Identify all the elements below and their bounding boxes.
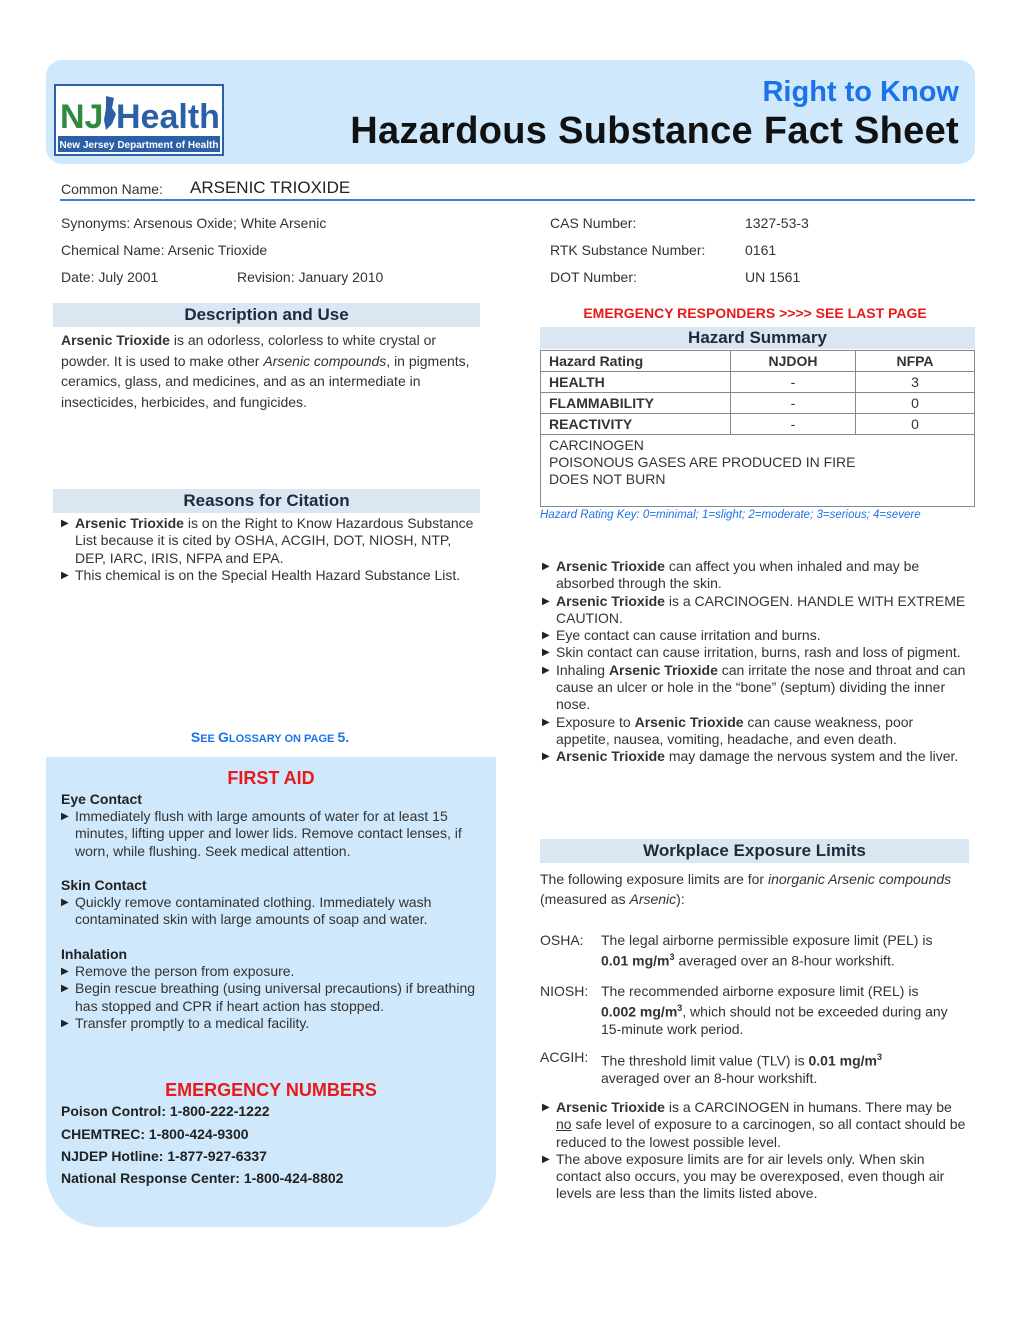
njdoh-value: - [731, 414, 856, 435]
hazard-text: Exposure to [556, 713, 635, 730]
first-aid-text: Transfer promptly to a medical facility. [75, 1014, 310, 1031]
glossary-part: 5. [337, 729, 350, 745]
list-item [61, 894, 481, 929]
chemical-name: Chemical Name: Arsenic Trioxide [61, 242, 268, 258]
superscript: 3 [669, 952, 675, 962]
national-response-center: National Response Center: 1-800-424-8802 [61, 1170, 344, 1186]
first-aid-text: Quickly remove contaminated clothing. Immediately wash contaminated skin with large amounts of soap and water. [75, 894, 432, 928]
limit-value: 0.01 mg/m [808, 1052, 877, 1069]
revision: Revision: January 2010 [237, 269, 384, 285]
hazard-name: FLAMMABILITY [541, 393, 731, 414]
substance-name: Arsenic Trioxide [556, 748, 665, 765]
exposure-text: The threshold limit value (TLV) is [601, 1052, 809, 1069]
substance-name: Arsenic Trioxide [556, 558, 665, 574]
substance-name: Arsenic Trioxide [608, 661, 718, 678]
hazard-text: can cause weakness, poor appetite, nausea, vomiting, headache, and even death. [556, 713, 914, 747]
first-aid-text: Remove the person from exposure. [75, 963, 295, 979]
page-title: Hazardous Substance Fact Sheet [350, 110, 959, 152]
dot-value: UN 1561 [745, 269, 801, 285]
table-row [541, 435, 975, 507]
right-to-know-label: Right to Know [762, 76, 959, 108]
poison-control: Poison Control: 1-800-222-1222 [61, 1103, 270, 1119]
common-name-value: ARSENIC TRIOXIDE [190, 178, 351, 197]
exposure-italic: Arsenic [629, 891, 677, 907]
nj-health-logo [54, 84, 224, 156]
common-name-label: Common Name: [61, 181, 163, 197]
njdep-hotline: NJDEP Hotline: 1-877-927-6337 [61, 1148, 267, 1164]
hazard-note: CARCINOGEN [549, 437, 644, 453]
exposure-text: , which should not be exceeded during any 15-minute work period. [601, 1003, 948, 1037]
exposure-text: The following exposure limits are for [540, 871, 768, 887]
eye-contact-list [61, 808, 481, 860]
nfpa-value: 0 [856, 393, 975, 414]
list-item [542, 558, 967, 593]
hazard-name: HEALTH [541, 372, 731, 393]
description-heading: Description and Use [53, 303, 480, 327]
col-header: NFPA [856, 351, 975, 372]
table-row [541, 393, 975, 414]
table-header-row [541, 351, 975, 372]
hazard-items-list [542, 558, 967, 766]
acgih-label: ACGIH: [540, 1049, 589, 1065]
substance-name: Arsenic Trioxide [75, 515, 184, 531]
logo-subtitle: New Jersey Department of Health [59, 140, 219, 151]
hazard-text: can irritate the nose and throat and can cause an ulcer or hole in the “bone” (septum) dividing the inner nose. [556, 661, 966, 713]
rtk-label: RTK Substance Number: [550, 242, 706, 258]
col-header: Hazard Rating [541, 351, 731, 372]
table-row [541, 372, 975, 393]
description-part: is an odorless, colorless to white crystal or powder. It is used to make other [61, 332, 437, 369]
list-item [542, 1151, 967, 1203]
table-row [541, 414, 975, 435]
list-item [542, 644, 967, 661]
hazard-text: Skin contact can cause irritation, burns, rash and loss of pigment. [556, 644, 961, 661]
exposure-heading: Workplace Exposure Limits [540, 839, 969, 863]
citation-heading: Reasons for Citation [53, 489, 480, 513]
substance-name: Arsenic Trioxide [556, 1099, 665, 1115]
skin-contact-heading: Skin Contact [61, 877, 147, 893]
glossary-part: LOSSARY ON PAGE [228, 733, 338, 745]
glossary-part: EE [200, 733, 218, 745]
list-item [542, 593, 967, 628]
emergency-responders-note[interactable]: EMERGENCY RESPONDERS >>>> SEE LAST PAGE [583, 305, 927, 321]
nfpa-value: 0 [856, 414, 975, 435]
exposure-underline: no [556, 1116, 572, 1133]
cas-value: 1327-53-3 [745, 215, 809, 231]
cas-label: CAS Number: [550, 215, 637, 231]
list-item [61, 567, 481, 584]
hazard-rating-table [540, 350, 975, 507]
exposure-text: The recommended airborne exposure limit (REL) is [601, 983, 919, 999]
hazard-rating-key: Hazard Rating Key: 0=minimal; 1=slight; 2=moderate; 3=serious; 4=severe [540, 509, 921, 521]
hazard-notes [541, 435, 975, 507]
glossary-link[interactable] [53, 729, 487, 745]
logo-nj: NJ [60, 98, 104, 136]
hazard-summary-heading: Hazard Summary [540, 327, 975, 349]
njdoh-value: - [731, 372, 856, 393]
hazard-text: Inhaling [556, 661, 609, 678]
date: Date: July 2001 [61, 269, 159, 285]
glossary-part: S [190, 729, 201, 745]
superscript: 3 [876, 1052, 882, 1062]
first-aid-heading: FIRST AID [227, 768, 315, 788]
list-item [542, 662, 967, 714]
exposure-text: (measured as [540, 891, 630, 907]
list-item [61, 980, 481, 1015]
inhalation-list [61, 963, 481, 1032]
niosh-label: NIOSH: [540, 983, 589, 999]
hazard-note: POISONOUS GASES ARE PRODUCED IN FIRE [549, 454, 856, 470]
osha-label: OSHA: [540, 932, 584, 948]
acgih-text [601, 1049, 971, 1087]
exposure-intro [540, 869, 960, 909]
exposure-text: averaged over an 8-hour workshift. [601, 1069, 818, 1086]
first-aid-text: Immediately flush with large amounts of water for at least 15 minutes, lifting upper and lower lids. Remove contact lenses, if worn, while flushing. Seek medical attention. [75, 808, 462, 859]
nfpa-value: 3 [856, 372, 975, 393]
col-header: NJDOH [731, 351, 856, 372]
exposure-text: The above exposure limits are for air levels only. When skin contact also occurs, you may be overexposed, even though air levels are less than the limits listed above. [556, 1150, 945, 1202]
chemtrec: CHEMTREC: 1-800-424-9300 [61, 1126, 249, 1142]
description-part: , in pigments, ceramics, glass, and medicines, and as an intermediate in insecticides, herbicides, and fungicides. [61, 352, 470, 410]
hazard-text: may damage the nervous system and the liver. [664, 748, 959, 765]
first-aid-text: Begin rescue breathing (using universal precautions) if breathing has stopped and CPR if heart action has stopped. [75, 980, 476, 1014]
dot-label: DOT Number: [550, 269, 637, 285]
limit-value: 0.01 mg/m [601, 952, 670, 969]
limit-value: 0.002 mg/m [601, 1003, 678, 1020]
rtk-value: 0161 [745, 242, 777, 258]
exposure-text: The legal airborne permissible exposure limit (PEL) is [601, 932, 933, 948]
description-italic: Arsenic compounds [263, 352, 387, 369]
hazard-text: is a CARCINOGEN. HANDLE WITH EXTREME CAUTION. [556, 592, 966, 626]
exposure-text: safe level of exposure to a carcinogen, so all contact should be reduced to the lowest possible level. [556, 1116, 966, 1150]
hazard-text: can affect you when inhaled and may be absorbed through the skin. [556, 558, 920, 592]
osha-text [601, 932, 971, 970]
citation-text: is on the Right to Know Hazardous Substance List because it is cited by OSHA, ACGIH, DOT, NIOSH, NTP, DEP, IARC, IRIS, NFPA and EPA. [75, 515, 474, 566]
glossary-part: G [217, 729, 229, 745]
hazard-name: REACTIVITY [541, 414, 731, 435]
superscript: 3 [677, 1003, 683, 1013]
exposure-text: ): [676, 891, 685, 907]
substance-name: Arsenic Trioxide [634, 713, 744, 730]
citation-text: This chemical is on the Special Health Hazard Substance List. [75, 566, 461, 583]
list-item [61, 515, 481, 567]
list-item [542, 714, 967, 749]
list-item [542, 627, 967, 644]
exposure-italic: inorganic Arsenic compounds [768, 871, 952, 887]
inhalation-heading: Inhalation [61, 946, 128, 962]
list-item [61, 963, 481, 980]
list-item [542, 748, 967, 765]
eye-contact-heading: Eye Contact [61, 791, 142, 807]
substance-name: Arsenic Trioxide [556, 592, 665, 609]
logo-graphic [54, 84, 224, 156]
exposure-text: averaged over an 8-hour workshift. [674, 952, 895, 969]
list-item [61, 1015, 481, 1032]
njdoh-value: - [731, 393, 856, 414]
hazard-text: Eye contact can cause irritation and burns. [556, 627, 821, 644]
niosh-text [601, 983, 971, 1038]
header-banner [46, 60, 975, 164]
citation-list [61, 515, 481, 584]
emergency-numbers-heading: EMERGENCY NUMBERS [165, 1080, 377, 1100]
substance-name: Arsenic Trioxide [61, 332, 170, 348]
exposure-text: is a CARCINOGEN in humans. There may be [664, 1099, 952, 1115]
logo-health: Health [116, 98, 220, 136]
list-item [542, 1099, 967, 1151]
hazard-note: DOES NOT BURN [549, 471, 666, 487]
description-text [61, 330, 479, 412]
skin-contact-list [61, 894, 481, 929]
exposure-notes-list [542, 1099, 967, 1203]
synonyms: Synonyms: Arsenous Oxide; White Arsenic [61, 215, 327, 231]
divider [60, 199, 975, 201]
list-item [61, 808, 481, 860]
